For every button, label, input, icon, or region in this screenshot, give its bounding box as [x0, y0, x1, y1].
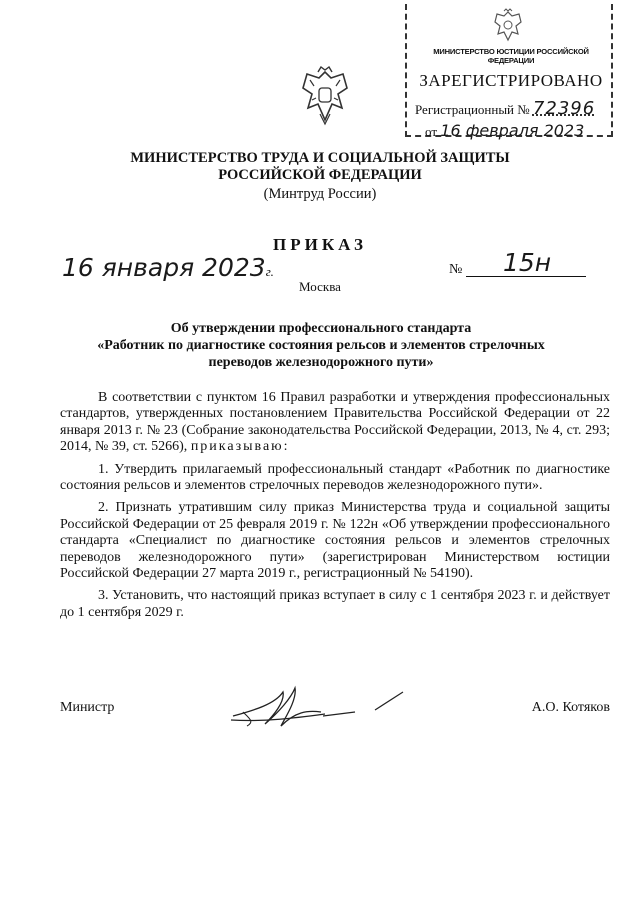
order-city: Москва — [299, 279, 341, 294]
preamble-text: В соответствии с пунктом 16 Правил разработки и утверждения профессиональных стандартов, утвержденных постановлением Правительства Российской Федерации от 22 января 2013 г. № 23 (Собрание законодательства Российской Федерации, 2013, № 4, ст. 293; 2014, № 39, ст. 5266), — [60, 390, 610, 455]
handwritten-signature — [225, 682, 415, 732]
stamp-reg-line — [415, 98, 595, 119]
ministry-short-name: (Минтруд России) — [263, 186, 377, 202]
stamp-ministry: МИНИСТЕРСТВО ЮСТИЦИИ РОССИЙСКОЙ ФЕДЕРАЦИИ — [433, 47, 589, 65]
order-word: приказываю: — [190, 439, 290, 455]
stamp-date-prefix: от — [425, 124, 438, 139]
coat-of-arms-icon — [298, 64, 352, 128]
item-1: 1. Утвердить прилагаемый профессиональный стандарт «Работник по диагностике состояния рельсов и элементов стрелочных переводов железнодорожного пути». — [60, 461, 610, 494]
subject-line-3: переводов железнодорожного пути» — [208, 355, 434, 370]
order-date-suffix: г. — [265, 264, 274, 279]
order-number: 15н — [503, 248, 552, 277]
stamp-registered: ЗАРЕГИСТРИРОВАНО — [419, 71, 603, 90]
subject-line-2: «Работник по диагностике состояния рельсов и элементов стрелочных — [97, 338, 545, 353]
registration-stamp — [405, 4, 613, 140]
stamp-reg-date: 16 февраля 2023 — [440, 121, 585, 140]
stamp-date-line — [425, 121, 584, 140]
order-number-label: № — [449, 262, 463, 277]
stamp-reg-number: 72396 — [532, 98, 596, 119]
order-date-handwritten: 16 января 2023 — [62, 253, 266, 282]
item-2: 2. Признать утратившим силу приказ Министерства труда и социальной защиты Российской Федерации от 25 февраля 2019 г. № 122н «Об утверждении профессионального стандарта «Специалист по диагностике состояния рельсов и элементов стрелочных переводов железнодорожного пути» (зарегистрирован Министерством юстиции Российской Федерации 27 марта 2019 г., регистрационный № 54190). — [60, 500, 610, 582]
ministry-title: МИНИСТЕРСТВО ТРУДА И СОЦИАЛЬНОЙ ЗАЩИТЫ — [130, 150, 510, 166]
preamble-paragraph — [60, 390, 610, 456]
signer-name: А.О. Котяков — [531, 700, 610, 715]
ministry-title-line2: РОССИЙСКОЙ ФЕДЕРАЦИИ — [218, 167, 422, 183]
item-3: 3. Установить, что настоящий приказ вступает в силу с 1 сентября 2023 г. и действует до 1 сентября 2029 г. — [60, 588, 610, 620]
order-body — [60, 390, 610, 627]
subject-line-1: Об утверждении профессионального стандарта — [170, 321, 472, 336]
stamp-reg-label: Регистрационный № — [415, 102, 530, 117]
coat-of-arms-icon — [491, 8, 525, 44]
order-title: ПРИКАЗ — [273, 235, 367, 254]
order-subject — [60, 320, 582, 371]
signer-role: Министр — [60, 700, 115, 715]
